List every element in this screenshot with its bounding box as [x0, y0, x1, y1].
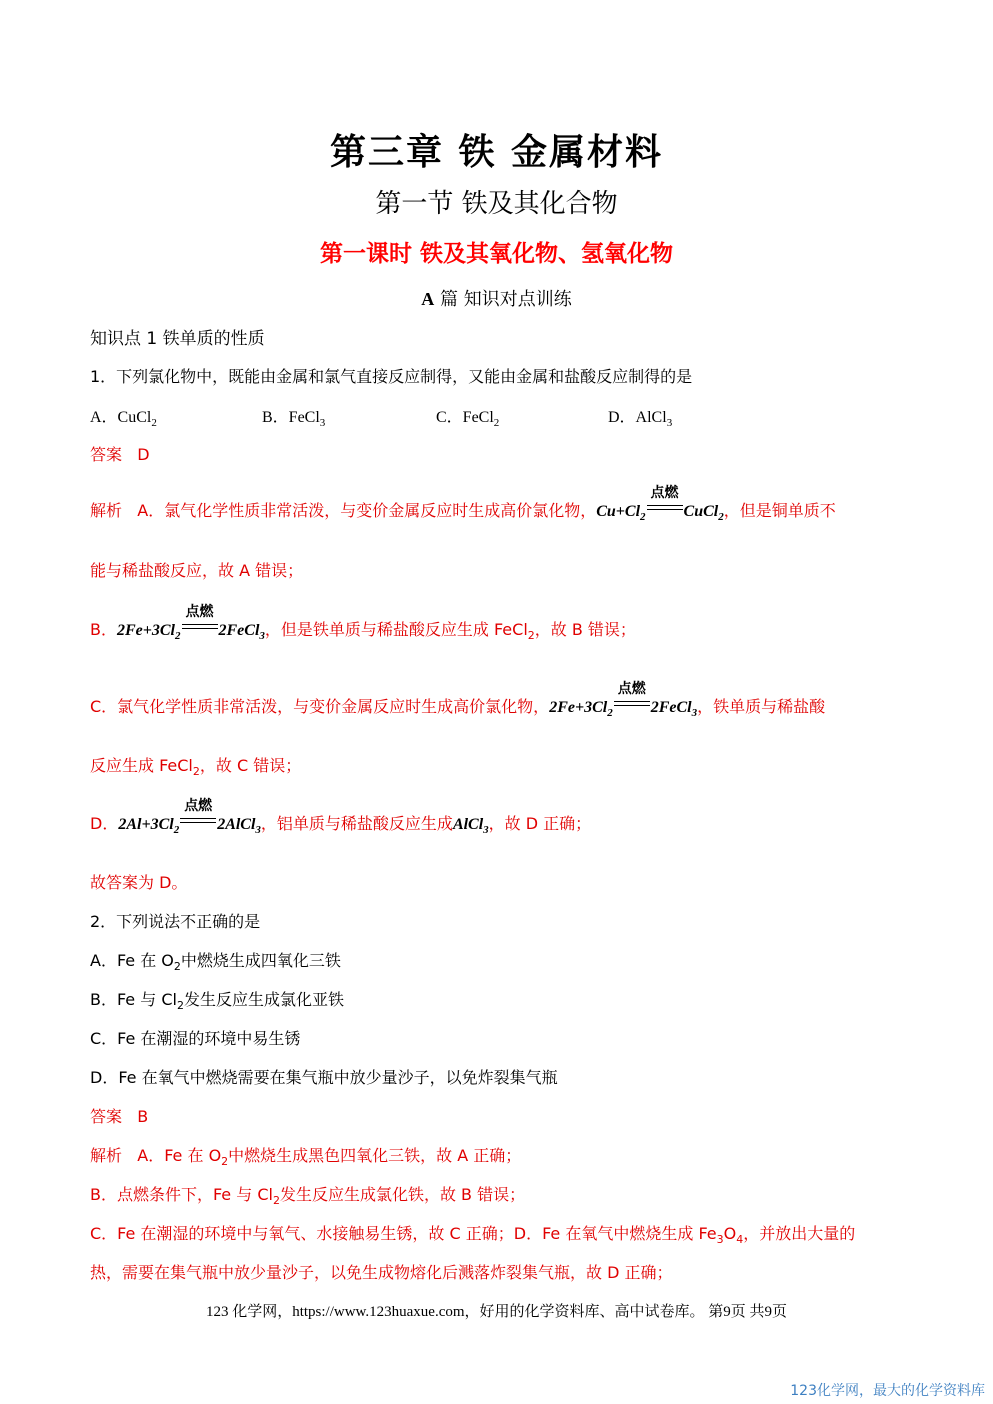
knowledge-point-heading: 知识点 1 铁单质的性质 [90, 329, 265, 349]
q1-analysis-a-cont: 能与稀盐酸反应，故 A 错误； [90, 561, 304, 580]
q2-analysis-a: 解析 A．Fe 在 $O_2$中燃烧生成黑色四氧化三铁，故 A 正确； [90, 1146, 522, 1168]
question-1-stem: 1．下列氯化物中，既能由金属和氯气直接反应制得，又能由金属和盐酸反应制得的是 [90, 367, 693, 386]
page-footer: 123 化学网，https://www.123huaxue.com，好用的化学资料库、高中试卷库。 第9页 共9页 [205, 1304, 788, 1320]
q1-analysis-c-cont: 反应生成 FeCl$_2$，故 C 错误； [90, 756, 302, 778]
q1-option-b: B．FeCl$_3$ [262, 409, 326, 429]
part-heading [0, 285, 993, 311]
part-name: 篇 知识对点训练 [440, 289, 572, 310]
q2-analysis-b: B．点燃条件下，Fe 与 $Cl_2$发生反应生成氯化铁，故 B 错误； [90, 1185, 526, 1207]
equation-cu-cl2: $Cu+Cl_2$ 点燃 CuCl$_2$ [596, 485, 724, 523]
q1-option-a: A．CuCl$_2$ [90, 409, 157, 429]
q2-option-b: B．Fe 与 $Cl_2$发生反应生成氯化亚铁 [90, 990, 344, 1012]
q1-analysis-d: D．$2Al+3Cl_2$ 点燃 2AlCl$_3$，铝单质与稀盐酸反应生成AlCl$_3$，故 D 正确； [90, 798, 592, 836]
site-watermark: 123化学网，最大的化学资料库 [790, 1383, 985, 1399]
q1-analysis-c: C．氯气化学性质非常活泼，与变价金属反应时生成高价氯化物，$2Fe+3Cl_2$ 点燃 2FeCl$_3$，铁单质与稀盐酸 [90, 681, 826, 719]
q2-option-a: A．Fe 在 $O_2$中燃烧生成四氧化三铁 [90, 951, 341, 973]
q1-option-d: D．AlCl$_3$ [608, 409, 673, 429]
q2-analysis-c: C．Fe 在潮湿的环境中与氧气、水接触易生锈，故 C 正确；D．Fe 在氧气中燃烧生成 $Fe_3O_4$，并放出大量的 [90, 1224, 856, 1246]
q1-analysis-b: B．$2Fe+3Cl_2$ 点燃 2FeCl$_3$，但是铁单质与稀盐酸反应生成 FeCl$_2$，故 B 错误； [90, 604, 636, 642]
equation-al-cl2: $2Al+3Cl_2$ 点燃 2AlCl$_3$ [118, 798, 261, 836]
q2-option-c: C．Fe 在潮湿的环境中易生锈 [90, 1029, 301, 1048]
q2-option-d: D．Fe 在氧气中燃烧需要在集气瓶中放少量沙子，以免炸裂集气瓶 [90, 1068, 558, 1087]
chapter-title: 第三章 铁 金属材料 [329, 132, 664, 173]
lesson-title: 第一课时 铁及其氧化物、氢氧化物 [319, 241, 673, 267]
q2-analysis-c-cont: 热，需要在集气瓶中放少量沙子，以免生成物熔化后溅落炸裂集气瓶，故 D 正确； [90, 1263, 673, 1282]
q1-analysis-a: 解析 A．氯气化学性质非常活泼，与变价金属反应时生成高价氯化物，$Cu+Cl_2$ 点燃 CuCl$_2$，但是铜单质不 [90, 485, 836, 523]
part-letter: A [421, 289, 435, 309]
q1-answer: 答案 D [90, 445, 150, 464]
section-title: 第一节 铁及其化合物 [375, 189, 618, 219]
equation-fe-cl2-c: $2Fe+3Cl_2$ 点燃 2FeCl$_3$ [549, 681, 698, 719]
question-2-stem: 2．下列说法不正确的是 [90, 912, 261, 931]
q1-conclusion: 故答案为 D。 [90, 873, 188, 892]
formula-alcl3: AlCl$_3$ [452, 816, 489, 836]
equation-fe-cl2: $2Fe+3Cl_2$ 点燃 2FeCl$_3$ [116, 604, 265, 642]
q1-option-c: C．FeCl$_2$ [436, 409, 500, 429]
q2-answer: 答案 B [90, 1107, 149, 1126]
